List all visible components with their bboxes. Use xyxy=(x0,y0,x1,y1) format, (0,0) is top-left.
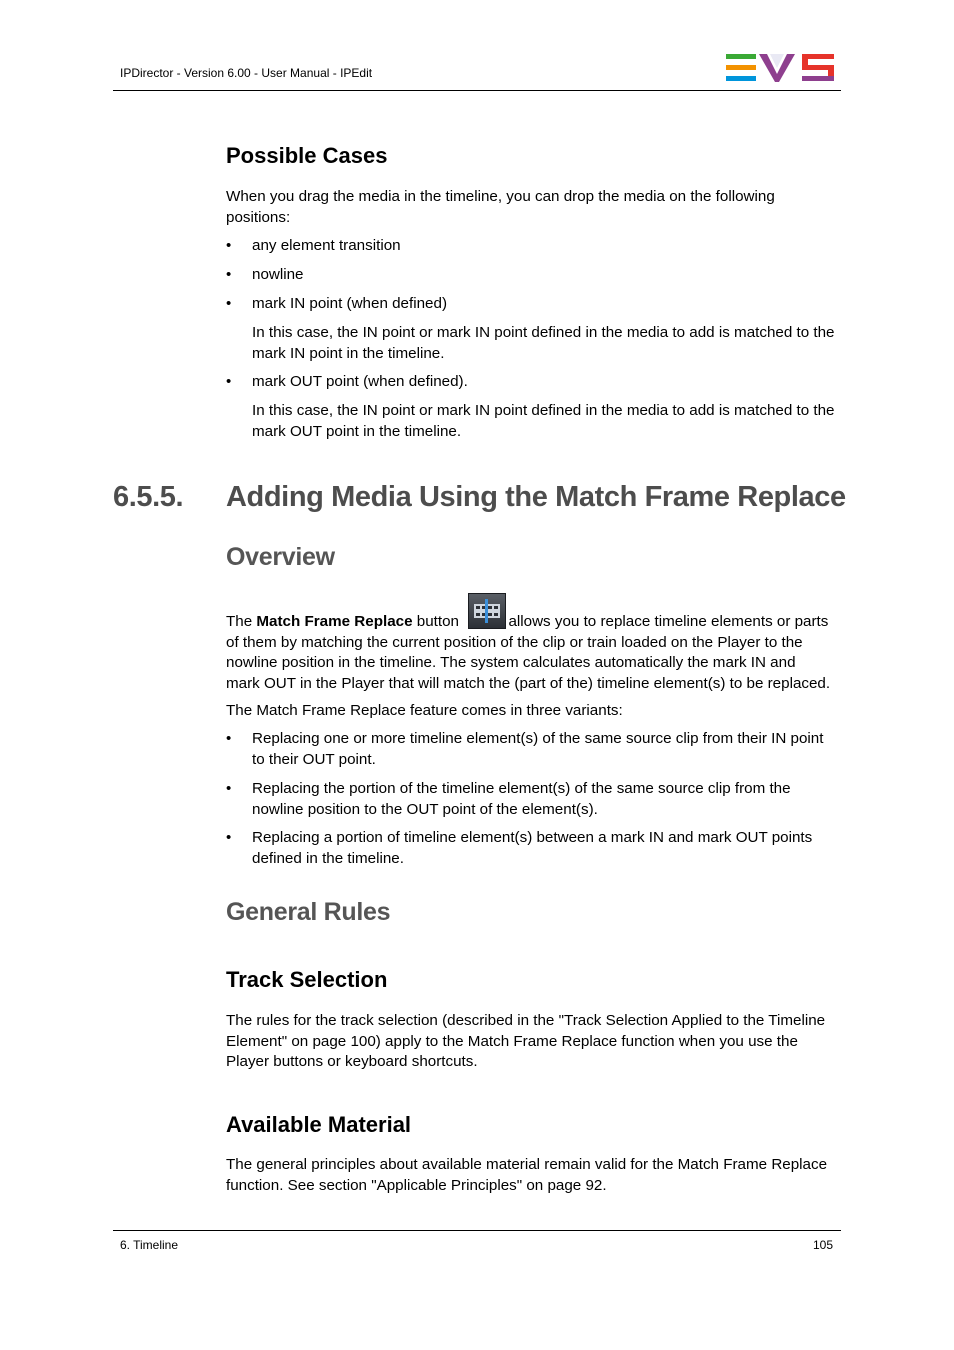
list-item: mark IN point (when defined) xyxy=(252,295,447,312)
possible-cases-intro xyxy=(226,187,846,228)
text-line: defined in the timeline. xyxy=(252,849,404,867)
header-rule xyxy=(113,90,841,91)
text-line: Element" on page 100) apply to the Match Frame Replace function when you use the xyxy=(226,1032,798,1050)
bullet-dot: • xyxy=(226,780,232,797)
intro-line: positions: xyxy=(226,208,291,226)
text-line: Replacing a portion of timeline element(s) between a mark IN and mark OUT points xyxy=(252,829,813,846)
footer-rule xyxy=(113,1230,841,1231)
text-line: The rules for the track selection (described in the "Track Selection Applied to the Timeline xyxy=(226,1012,826,1029)
list-item-note xyxy=(252,401,846,442)
text-line: function. See section "Applicable Principles" on page 92. xyxy=(226,1176,607,1194)
note-line: mark IN point in the timeline. xyxy=(252,344,445,362)
footer-chapter: 6. Timeline xyxy=(120,1238,179,1252)
available-material-paragraph xyxy=(226,1155,846,1196)
text-run: button xyxy=(412,613,464,630)
list-item: mark OUT point (when defined). xyxy=(252,373,468,390)
page-number: 105 xyxy=(812,1238,833,1252)
note-line: mark OUT point in the timeline. xyxy=(252,422,462,440)
text-line: Player buttons or keyboard shortcuts. xyxy=(226,1053,478,1070)
list-item xyxy=(252,779,846,820)
text-line: The general principles about available material remain valid for the Match Frame Replace xyxy=(226,1156,828,1173)
text-run: The xyxy=(226,613,257,630)
overview-paragraph xyxy=(226,612,846,694)
overview-variants-intro: The Match Frame Replace feature comes in three variants: xyxy=(226,702,623,719)
track-selection-paragraph xyxy=(226,1011,846,1073)
heading-general-rules: General Rules xyxy=(226,898,391,926)
text-line: nowline position to the OUT point of the element(s). xyxy=(252,800,598,818)
list-item xyxy=(252,729,846,770)
list-item xyxy=(252,828,846,869)
list-item-note xyxy=(252,323,846,364)
document-header-title: IPDirector - Version 6.00 - User Manual - IPEdit xyxy=(120,66,373,80)
bullet-dot: • xyxy=(226,266,232,283)
bullet-dot: • xyxy=(226,237,232,254)
heading-overview: Overview xyxy=(226,543,335,571)
text-line: to their OUT point. xyxy=(252,750,376,768)
text-line: mark OUT in the Player that will match the (part of the) timeline element(s) to be replaced. xyxy=(226,674,831,692)
list-item: any element transition xyxy=(252,237,401,254)
heading-track-selection: Track Selection xyxy=(226,967,388,992)
bold-term: Match Frame Replace xyxy=(256,613,413,630)
evs-logo xyxy=(726,54,834,82)
note-line: In this case, the IN point or mark IN point defined in the media to add is matched to the xyxy=(252,324,835,341)
list-item: nowline xyxy=(252,266,304,283)
bullet-dot: • xyxy=(226,295,232,312)
heading-available-material: Available Material xyxy=(226,1112,412,1137)
text-line: nowline position in the timeline. The system calculates automatically the mark IN and xyxy=(226,654,796,671)
text-run: allows you to replace timeline elements or parts xyxy=(504,613,829,630)
bullet-dot: • xyxy=(226,730,232,747)
intro-line: When you drag the media in the timeline, you can drop the media on the following xyxy=(226,188,775,205)
text-line: Replacing the portion of the timeline element(s) of the same source clip from the xyxy=(252,780,791,797)
bullet-dot: • xyxy=(226,829,232,846)
text-line: of them by matching the current position of the clip or train loaded on the Player to the xyxy=(226,633,803,651)
heading-possible-cases: Possible Cases xyxy=(226,143,388,168)
bullet-dot: • xyxy=(226,373,232,390)
note-line: In this case, the IN point or mark IN point defined in the media to add is matched to the xyxy=(252,402,835,419)
section-number: 6.5.5. xyxy=(113,481,184,513)
section-title: Adding Media Using the Match Frame Replace xyxy=(226,481,846,513)
text-line: Replacing one or more timeline element(s) of the same source clip from their IN point xyxy=(252,730,824,747)
